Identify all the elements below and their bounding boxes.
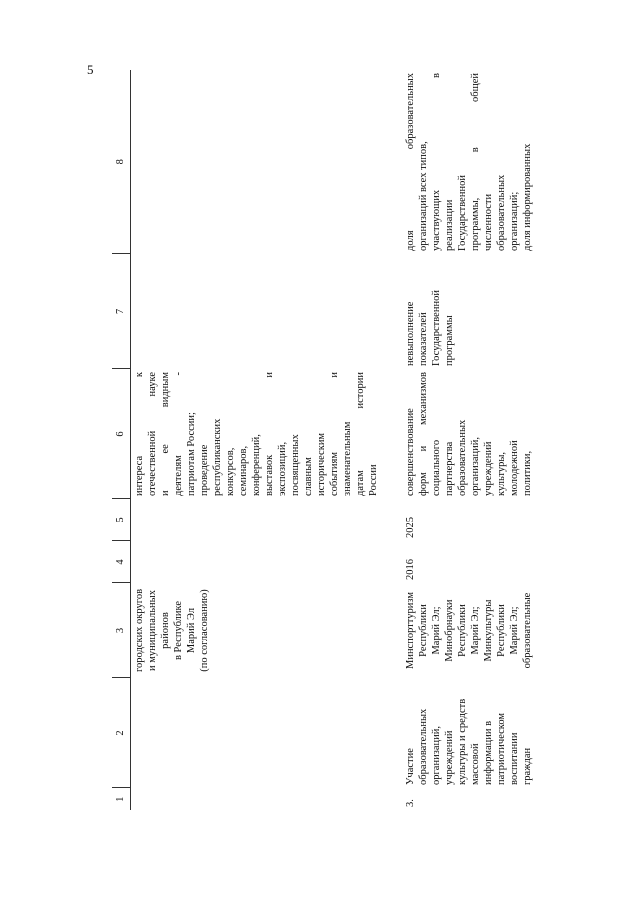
rotated-page bbox=[112, 70, 533, 810]
row3-col7-line: невыполнение bbox=[405, 301, 416, 366]
row3-col2-line: культуры и средств bbox=[457, 698, 468, 785]
row3-col8-line: организаций всех типов, bbox=[418, 141, 429, 251]
row3-col6-line: социального bbox=[431, 439, 442, 496]
table-row-3 bbox=[402, 70, 536, 810]
cont-col6-line: интереса к bbox=[134, 372, 145, 496]
cont-col6-line: экспозиций, bbox=[277, 441, 288, 496]
cont-col3-line: Марий Эл bbox=[186, 607, 197, 654]
row3-col2-line: Участие bbox=[405, 748, 416, 785]
header-col-3: 3 bbox=[112, 583, 131, 678]
row3-start-year: 2016 bbox=[405, 559, 416, 580]
page-number: 5 bbox=[87, 62, 94, 77]
row3-col6-line: учреждений bbox=[483, 441, 494, 496]
cont-col3-line: в Республике bbox=[173, 600, 184, 661]
header-col-1: 1 bbox=[112, 788, 131, 810]
row3-col6-line: форм и механизмов bbox=[418, 372, 429, 496]
row3-col2-line: массовой bbox=[470, 743, 481, 785]
header-col-8: 8 bbox=[112, 70, 131, 254]
header-col-6: 6 bbox=[112, 369, 131, 499]
cont-col3-line: городских округов bbox=[134, 588, 145, 673]
cont-col6-line: конференций, bbox=[251, 434, 262, 496]
row3-col2-line: патриотическом bbox=[496, 712, 507, 785]
header-col-5: 5 bbox=[112, 499, 131, 541]
cont-col6-line: историческим bbox=[316, 432, 327, 496]
row3-col3-line: Марий Эл; bbox=[509, 606, 520, 655]
cont-col6 bbox=[131, 369, 383, 499]
row3-col2-line: информации в bbox=[483, 720, 494, 785]
row3-col3-line: Марий Эл; bbox=[431, 606, 442, 655]
row3-col3-line: Минкультуры bbox=[483, 599, 494, 662]
cont-col6-line: патриотам России; bbox=[186, 412, 197, 496]
row3-number: 3. bbox=[405, 799, 416, 807]
row3-col7 bbox=[402, 254, 536, 369]
row3-col7-line: показателей bbox=[418, 312, 429, 366]
header-row bbox=[112, 70, 131, 810]
row3-col6-line: молодежной bbox=[509, 440, 520, 496]
table-row-continued bbox=[131, 70, 383, 810]
row3-col6 bbox=[402, 369, 536, 499]
cont-col6-line: датам истории bbox=[355, 372, 366, 496]
row3-col2-line: воспитании bbox=[509, 732, 520, 785]
row3-col3-line: Минспорттуризм bbox=[405, 591, 416, 670]
row3-col2-line: учреждений bbox=[444, 730, 455, 785]
row3-col2-line: образовательных bbox=[418, 708, 429, 785]
cont-col6-line: деятелям - bbox=[173, 372, 184, 496]
cont-col6-line: славным bbox=[303, 457, 314, 496]
row3-col3-line: Минобрнауки bbox=[444, 599, 455, 662]
cont-col6-line: событиям и bbox=[329, 372, 340, 496]
row3-col8-line: реализации bbox=[444, 199, 455, 251]
header-col-4: 4 bbox=[112, 541, 131, 583]
row3-col6-line: политики, bbox=[522, 450, 533, 496]
header-col-2: 2 bbox=[112, 678, 131, 788]
row3-col8-line: участвующих в bbox=[431, 73, 442, 251]
row3-end-year: 2025 bbox=[405, 517, 416, 538]
row3-col8-line: доля образовательных bbox=[405, 73, 416, 251]
cont-col3-line: и муниципальных bbox=[147, 590, 158, 671]
cont-col6-line: отечественной науке bbox=[147, 372, 158, 496]
row3-col7-line: программы bbox=[444, 315, 455, 366]
cont-col6-line: знаменательным bbox=[342, 421, 353, 496]
row3-col3-line: Республики bbox=[457, 604, 468, 657]
row3-col2 bbox=[402, 678, 536, 788]
cont-col3 bbox=[131, 583, 383, 678]
cont-col6-line: республиканских bbox=[212, 418, 223, 496]
cont-col6-line: и ее видным bbox=[160, 372, 171, 496]
row3-col7-line: Государственной bbox=[431, 290, 442, 366]
program-table bbox=[112, 70, 536, 810]
cont-col6-line: выставок и bbox=[264, 372, 275, 496]
row3-col8-line: образовательных bbox=[496, 174, 507, 251]
row3-col6-line: организаций, bbox=[470, 437, 481, 496]
row3-col6-line: партнерства bbox=[444, 441, 455, 496]
row3-col6-line: образовательных bbox=[457, 419, 468, 496]
row3-col8-line: программы, в общей bbox=[470, 73, 481, 251]
cont-col3-line: (по согласованию) bbox=[199, 589, 210, 672]
cont-col3-line: районов bbox=[160, 612, 171, 649]
cont-col6-line: России bbox=[368, 464, 379, 496]
row3-col3-line: Республики bbox=[418, 604, 429, 657]
cont-col6-line: семинаров, bbox=[238, 445, 249, 496]
row3-col8-line: доля информированных bbox=[522, 143, 533, 251]
header-col-7: 7 bbox=[112, 254, 131, 369]
row3-col8 bbox=[402, 70, 536, 254]
cont-col6-line: посвященных bbox=[290, 434, 301, 496]
row3-col6-line: культуры, bbox=[496, 452, 507, 496]
row3-col8-line: организаций; bbox=[509, 191, 520, 251]
cont-col6-line: проведение bbox=[199, 444, 210, 496]
cont-col6-line: конкурсов, bbox=[225, 447, 236, 496]
row3-col2-line: организаций, bbox=[431, 726, 442, 785]
row3-col3-line: Марий Эл; bbox=[470, 606, 481, 655]
row3-col3 bbox=[402, 583, 536, 678]
row3-col3-line: Республики bbox=[496, 604, 507, 657]
row3-col3-line: образовательные bbox=[522, 592, 533, 669]
row3-col8-line: Государственной bbox=[457, 175, 468, 251]
row3-col6-line: совершенствование bbox=[405, 408, 416, 496]
row3-col8-line: численности bbox=[483, 193, 494, 251]
row3-col2-line: граждан bbox=[522, 747, 533, 785]
